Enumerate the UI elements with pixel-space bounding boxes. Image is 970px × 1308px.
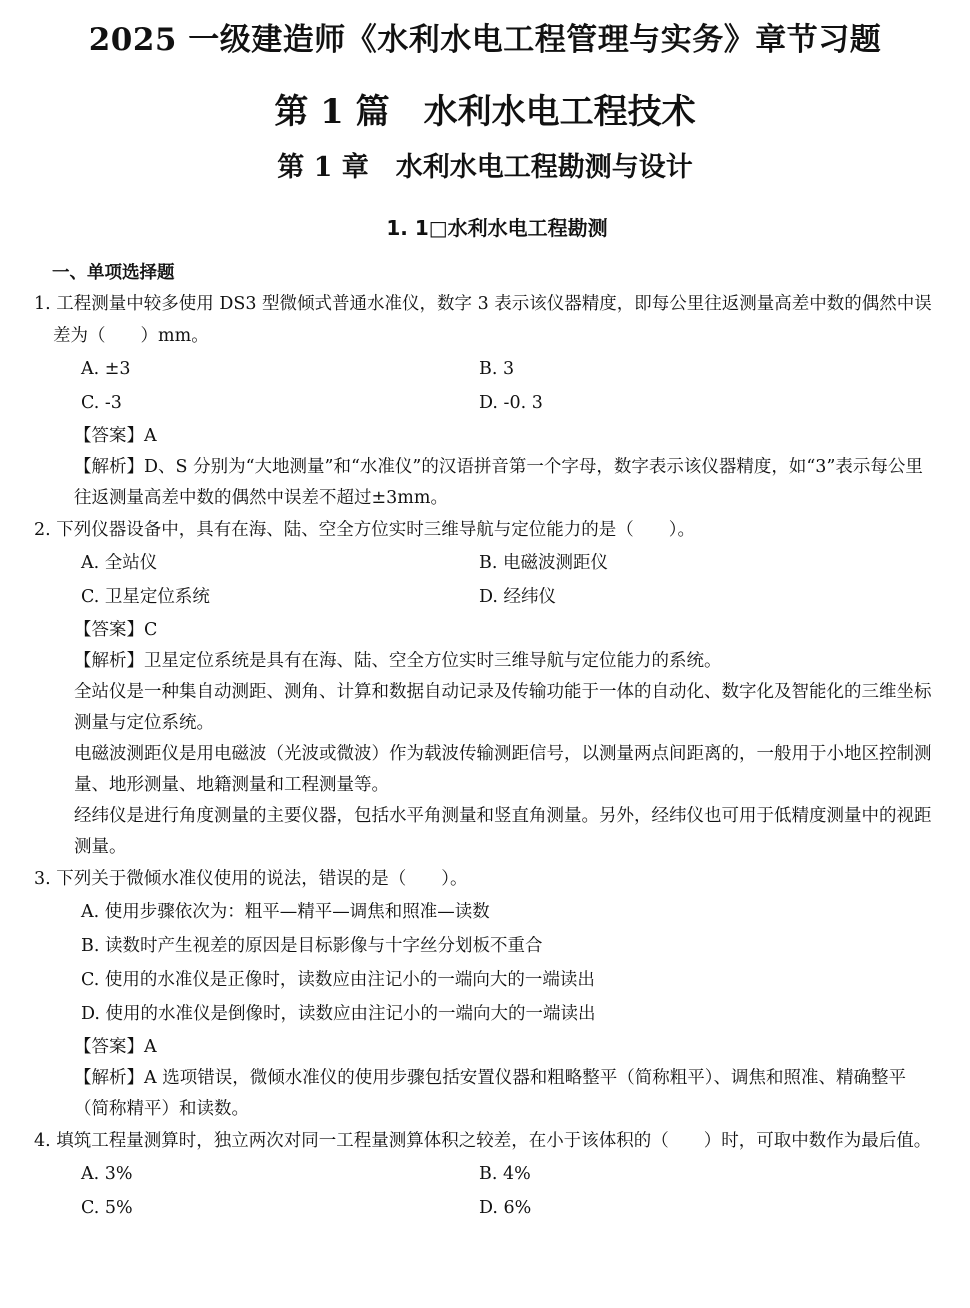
analysis-paragraph: 全站仪是一种集自动测距、测角、计算和数据自动记录及传输功能于一体的自动化、数字化及智能化的三维坐标测量与定位系统。	[74, 682, 932, 733]
option-a: A. 全站仪	[81, 553, 158, 573]
option-c: C. 使用的水准仪是正像时，读数应由注记小的一端向大的一端读出	[81, 970, 595, 990]
option-c: C. -3	[81, 393, 122, 413]
question-list	[34, 258, 934, 1225]
option-b: B. 4%	[479, 1164, 531, 1184]
option-c: C. 卫星定位系统	[81, 587, 210, 607]
question-1	[34, 288, 934, 514]
option-a: A. 3%	[81, 1164, 133, 1184]
option-d: D. -0. 3	[479, 393, 543, 413]
analysis: 【解析】D、S 分别为“大地测量”和“水准仪”的汉语拼音第一个字母，数字表示该仪器精度，如“3”表示每公里往返测量高差中数的偶然中误差不超过±3mm。	[74, 457, 923, 508]
chapter-title: 第 1 章 水利水电工程勘测与设计	[277, 152, 693, 183]
question-stem: 3. 下列关于微倾水准仪使用的说法，错误的是（ ）。	[34, 869, 468, 889]
option-b: B. 电磁波测距仪	[479, 553, 608, 573]
analysis-paragraph: 经纬仪是进行角度测量的主要仪器，包括水平角测量和竖直角测量。另外，经纬仪也可用于低精度测量中的视距测量。	[74, 806, 932, 857]
option-b: B. 读数时产生视差的原因是目标影像与十字丝分划板不重合	[81, 936, 543, 956]
question-3	[34, 863, 934, 1125]
option-d: D. 6%	[479, 1198, 532, 1218]
answer: 【答案】C	[74, 620, 158, 640]
part-title: 第 1 篇 水利水电工程技术	[274, 92, 696, 132]
option-a: A. 使用步骤依次为：粗平—精平—调焦和照准—读数	[81, 902, 490, 922]
analysis: 【解析】卫星定位系统是具有在海、陆、空全方位实时三维导航与定位能力的系统。	[74, 651, 722, 671]
question-stem: 2. 下列仪器设备中，具有在海、陆、空全方位实时三维导航与定位能力的是（ ）。	[34, 520, 696, 540]
option-list	[81, 895, 934, 1031]
analysis-paragraph: 电磁波测距仪是用电磁波（光波或微波）作为载波传输测距信号，以测量两点间距离的，一般用于小地区控制测量、地形测量、地籍测量和工程测量等。	[74, 744, 932, 795]
answer: 【答案】A	[74, 426, 157, 446]
question-stem: 1. 工程测量中较多使用 DS3 型微倾式普通水准仪，数字 3 表示该仪器精度，即每公里往返测量高差中数的偶然中误差为（ ）mm。	[34, 294, 932, 346]
question-category: 一、单项选择题	[52, 263, 175, 283]
option-grid	[81, 546, 934, 614]
question-stem: 4. 填筑工程量测算时，独立两次对同一工程量测算体积之较差，在小于该体积的（ ）时，可取中数作为最后值。	[34, 1131, 932, 1151]
option-d: D. 使用的水准仪是倒像时，读数应由注记小的一端向大的一端读出	[81, 1004, 596, 1024]
analysis: 【解析】A 选项错误，微倾水准仪的使用步骤包括安置仪器和粗略整平（简称粗平）、调焦和照准、精确整平（简称精平）和读数。	[74, 1068, 906, 1119]
option-grid	[81, 1157, 934, 1225]
option-a: A. ±3	[81, 359, 131, 379]
option-grid	[81, 352, 934, 420]
option-c: C. 5%	[81, 1198, 133, 1218]
option-b: B. 3	[479, 359, 515, 379]
document-title: 2025 一级建造师《水利水电工程管理与实务》章节习题	[88, 22, 882, 58]
option-d: D. 经纬仪	[479, 587, 557, 607]
question-2	[34, 514, 934, 863]
section-title: 1. 1□水利水电工程勘测	[386, 216, 608, 240]
answer: 【答案】A	[74, 1037, 157, 1057]
question-4	[34, 1125, 934, 1225]
